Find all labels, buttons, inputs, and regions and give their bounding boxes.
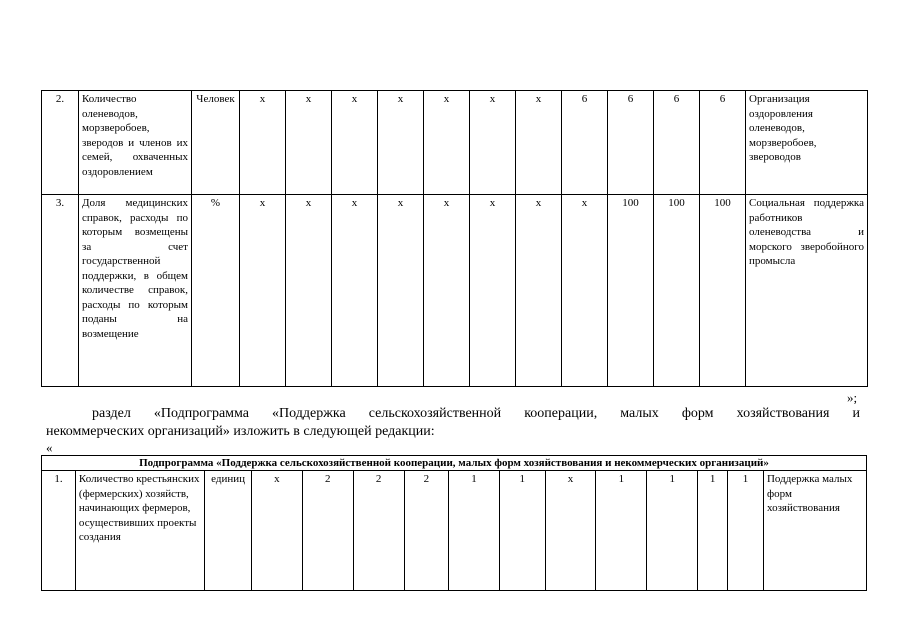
value-cell: 2: [302, 471, 353, 591]
unit-cell: единиц: [205, 471, 252, 591]
value-cell: 6: [562, 91, 608, 195]
row-number: 3.: [42, 195, 79, 387]
value-cell: 100: [654, 195, 700, 387]
value-cell: х: [424, 195, 470, 387]
value-cell: х: [240, 91, 286, 195]
indicator-name: Количество крестьянских (фермерских) хозяйств, начинающих фермеров, осуществивших проекты создания: [75, 471, 204, 591]
unit-cell: %: [192, 195, 240, 387]
value-cell: х: [562, 195, 608, 387]
value-cell: х: [240, 195, 286, 387]
value-cell: х: [545, 471, 596, 591]
table-row: [42, 471, 867, 591]
value-cell: 1: [727, 471, 763, 591]
value-cell: х: [378, 195, 424, 387]
value-cell: х: [424, 91, 470, 195]
value-cell: 1: [596, 471, 647, 591]
indicators-table-upper: [41, 90, 868, 387]
row-number: 2.: [42, 91, 79, 195]
subprogram-header-row: [42, 456, 867, 471]
value-cell: х: [516, 91, 562, 195]
indicators-table-lower: [41, 455, 867, 591]
value-cell: 2: [353, 471, 404, 591]
amendment-paragraph-line2: некоммерческих организаций» изложить в следующей редакции:: [46, 424, 435, 439]
unit-cell: Человек: [192, 91, 240, 195]
value-cell: 100: [700, 195, 746, 387]
indicator-name: Количество оленеводов, морзверобоев, зверодов и членов их семей, охваченных оздоровлением: [79, 91, 192, 195]
subprogram-title: Подпрограмма «Поддержка сельскохозяйственной кооперации, малых форм хозяйствования и некоммерческих организаций»: [42, 456, 867, 471]
table-row: [42, 195, 868, 387]
value-cell: х: [286, 91, 332, 195]
value-cell: 1: [698, 471, 728, 591]
opening-quote: «: [46, 440, 53, 455]
table-row: [42, 91, 868, 195]
value-cell: 6: [700, 91, 746, 195]
value-cell: 1: [500, 471, 546, 591]
value-cell: 100: [608, 195, 654, 387]
value-cell: 6: [608, 91, 654, 195]
value-cell: 2: [404, 471, 449, 591]
program-cell: Организация оздоровления оленеводов, морзверобоев, звероводов: [746, 91, 868, 195]
program-cell: Поддержка малых форм хозяйствования: [763, 471, 866, 591]
row-number: 1.: [42, 471, 76, 591]
program-cell: Социальная поддержка работников оленеводства и морского зверобойного промысла: [746, 195, 868, 387]
value-cell: 6: [654, 91, 700, 195]
value-cell: х: [378, 91, 424, 195]
value-cell: х: [286, 195, 332, 387]
indicator-name: Доля медицинских справок, расходы по которым возмещены за счет государственной поддержки, в общем количестве справок, расходы по которым поданы на возмещение: [79, 195, 192, 387]
closing-quote: »;: [847, 390, 858, 405]
value-cell: х: [470, 91, 516, 195]
value-cell: 1: [449, 471, 500, 591]
value-cell: х: [332, 195, 378, 387]
value-cell: х: [470, 195, 516, 387]
value-cell: 1: [647, 471, 698, 591]
value-cell: х: [516, 195, 562, 387]
value-cell: х: [251, 471, 302, 591]
amendment-paragraph-line1: раздел «Подпрограмма «Поддержка сельскохозяйственной кооперации, малых форм хозяйствования и: [92, 406, 860, 421]
value-cell: х: [332, 91, 378, 195]
